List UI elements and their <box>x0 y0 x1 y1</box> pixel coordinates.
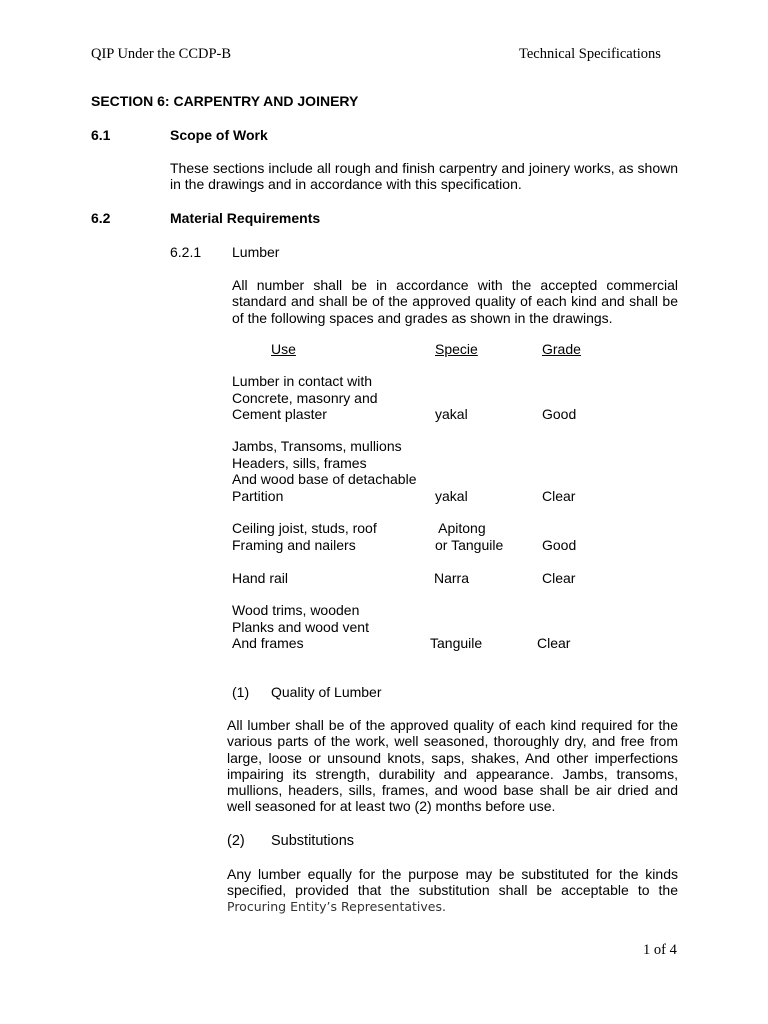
table-row-specie: Apitong or Tanguile <box>435 520 504 553</box>
section-6-1-body: These sections include all rough and finish carpentry and joinery works, as shown in the drawings and in accordance with this specification. <box>170 160 678 193</box>
table-row-use: Lumber in contact with Concrete, masonry and Cement plaster <box>232 373 378 422</box>
substitutions-body: Any lumber equally for the purpose may be substituted for the kinds specified, provided that the substitution shall be acceptable to the <box>227 866 678 899</box>
table-row-use: Ceiling joist, studs, roof Framing and nailers <box>232 520 377 553</box>
subsection-6-2-1-body: All number shall be in accordance with the accepted commercial standard and shall be of the approved quality of each kind and shall be of the following spaces and grades as shown in the drawings. <box>232 277 678 326</box>
quality-body: All lumber shall be of the approved quality of each kind required for the various parts of the work, well seasoned, thoroughly dry, and free from large, loose or unsound knots, saps, shakes, And other imperfections impairing its strength, durability and appearance. Jambs, transoms, mullions, headers, sills, frames, and wood base shall be air dried and well seasoned for at least two (2) months before use. <box>227 717 678 815</box>
quality-title: Quality of Lumber <box>271 684 382 700</box>
table-row-grade: Clear <box>542 570 576 586</box>
table-row-grade: Good <box>542 406 577 422</box>
table-row-use: Jambs, Transoms, mullions Headers, sills, frames And wood base of detachable Partition <box>232 438 417 504</box>
section-6-1-number: 6.1 <box>91 127 111 143</box>
table-row-grade: Good <box>542 537 577 553</box>
quality-number: (1) <box>232 684 250 700</box>
table-row-grade: Clear <box>542 488 576 504</box>
subsection-6-2-1-title: Lumber <box>232 244 280 260</box>
table-row-grade: Clear <box>537 635 571 651</box>
table-row-specie: Tanguile <box>430 635 483 651</box>
table-row-use: Hand rail <box>232 570 289 586</box>
section-title: SECTION 6: CARPENTRY AND JOINERY <box>91 93 359 109</box>
table-row-specie: Narra <box>434 570 470 586</box>
substitutions-title: Substitutions <box>271 833 355 849</box>
header-right: Technical Specifications <box>519 46 661 62</box>
table-header-specie: Specie <box>435 341 478 357</box>
section-6-2-title: Material Requirements <box>170 210 321 226</box>
section-6-1-title: Scope of Work <box>170 127 268 143</box>
table-row-use: Wood trims, wooden Planks and wood vent And frames <box>232 602 369 651</box>
section-6-2-number: 6.2 <box>91 210 111 226</box>
subsection-6-2-1-number: 6.2.1 <box>170 244 202 260</box>
table-header-use: Use <box>271 341 296 357</box>
table-row-specie: yakal <box>435 488 468 504</box>
header-left: QIP Under the CCDP-B <box>91 46 232 62</box>
substitutions-number: (2) <box>227 833 245 849</box>
page-number: 1 of 4 <box>643 942 677 958</box>
substitutions-body-last-line: Procuring Entity’s Representatives. <box>227 899 446 914</box>
table-row-specie: yakal <box>435 406 468 422</box>
table-header-grade: Grade <box>542 341 581 357</box>
